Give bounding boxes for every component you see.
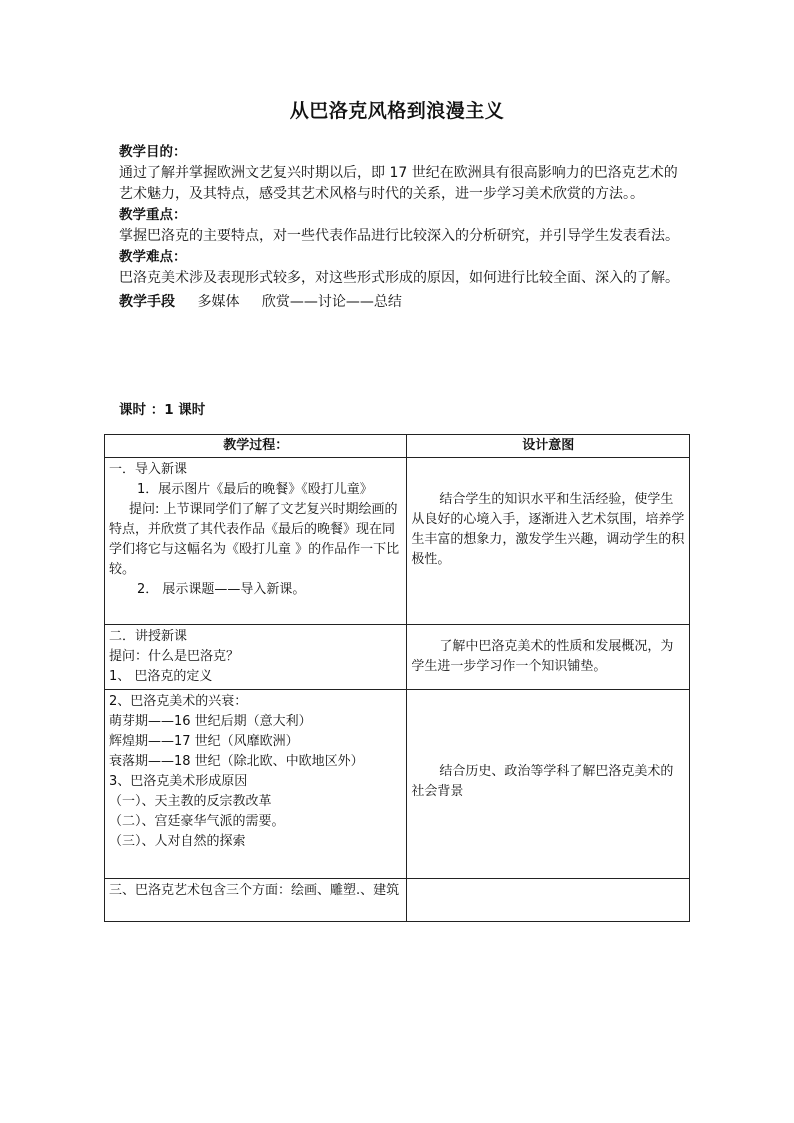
cell-text: 结合历史、政治等学科了解巴洛克美术的社会背景: [411, 764, 674, 799]
key-heading: 教学重点：: [119, 207, 187, 223]
cell-text: 了解中巴洛克美术的性质和发展概况，为学生进一步学习作一个知识铺垫。: [411, 639, 674, 674]
cell-line: 一．导入新课: [109, 462, 188, 477]
cell-line: 萌芽期——16 世纪后期（意大利）: [109, 714, 312, 729]
cell-line: 提问：什么是巴洛克？: [109, 649, 240, 664]
cell-spacer: [411, 460, 685, 490]
table-cell-intent: [407, 458, 690, 625]
table-row: [105, 879, 690, 922]
goal-text: 通过了解并掌握欧洲文艺复兴时期以后，即 17 世纪在欧洲具有很高影响力的巴洛克艺术的艺术魅力，及其特点，感受其艺术风格与时代的关系，进一步学习美术欣赏的方法。。: [119, 165, 678, 202]
cell-line: （一）、天主教的反宗教改革: [109, 794, 272, 809]
cell-line: 提问: 上节课同学们了解了文艺复兴时期绘画的特点，并欣赏了其代表作品《最后的晚餐》现在同学们将它与这幅名为《殴打儿童 》的作品作一下比较。: [109, 502, 400, 577]
cell-line: 1、 巴洛克的定义: [109, 669, 213, 684]
intro-section: [119, 142, 679, 313]
goal-heading: 教学目的：: [119, 144, 187, 160]
period-text: 课时 ：1 课时: [119, 402, 206, 418]
cell-line: 辉煌期——17 世纪（风靡欧洲）: [109, 734, 299, 749]
key-text: 掌握巴洛克的主要特点，对一些代表作品进行比较深入的分析研究，并引导学生发表看法。: [119, 228, 679, 244]
method-line: [119, 292, 679, 313]
cell-line: 二．讲授新课: [109, 629, 188, 644]
cell-line: 衰落期——18 世纪（除北欧、中欧地区外）: [109, 754, 364, 769]
cell-line: 2． 展示课题——导入新课。: [137, 582, 306, 597]
table-cell-process: [105, 458, 407, 625]
table-cell-intent: [407, 690, 690, 879]
cell-line: 1．展示图片《最后的晚餐》《殴打儿童》: [137, 482, 373, 497]
cell-line: 3、巴洛克美术形成原因: [109, 774, 248, 789]
cell-spacer: [411, 627, 685, 637]
cell-line: （三）、人对自然的探索: [109, 834, 246, 849]
method-label: 教学手段: [119, 294, 175, 310]
cell-line: 三、巴洛克艺术包含三个方面：绘画、雕塑.、建筑: [109, 883, 400, 898]
method-flow: 欣赏——讨论——总结: [261, 294, 402, 310]
table-row: [105, 690, 690, 879]
table-cell-process: [105, 625, 407, 690]
table-cell-process: [105, 690, 407, 879]
lesson-table: [104, 434, 690, 922]
page-title: 从巴洛克风格到浪漫主义: [289, 100, 505, 122]
cell-spacer: [411, 692, 685, 762]
header-process: 教学过程：: [105, 435, 407, 458]
header-intent: 设计意图: [407, 435, 690, 458]
difficulty-heading: 教学难点：: [119, 249, 187, 265]
table-header-row: [105, 435, 690, 458]
difficulty-text: 巴洛克美术涉及表现形式较多，对这些形式形成的原因，如何进行比较全面、深入的了解。: [119, 270, 679, 286]
table-row: [105, 458, 690, 625]
cell-text: 结合学生的知识水平和生活经验，使学生从良好的心境入手，逐渐进入艺术氛围，培养学生丰富的想象力，激发学生兴趣，调动学生的积极性。: [411, 492, 685, 567]
cell-line: 2、巴洛克美术的兴衰：: [109, 694, 248, 709]
table-cell-intent: [407, 879, 690, 922]
method-value: 多媒体: [197, 294, 240, 310]
table-cell-intent: [407, 625, 690, 690]
table-row: [105, 625, 690, 690]
cell-line: （二）、宫廷豪华气派的需要。: [109, 814, 285, 829]
table-cell-process: [105, 879, 407, 922]
